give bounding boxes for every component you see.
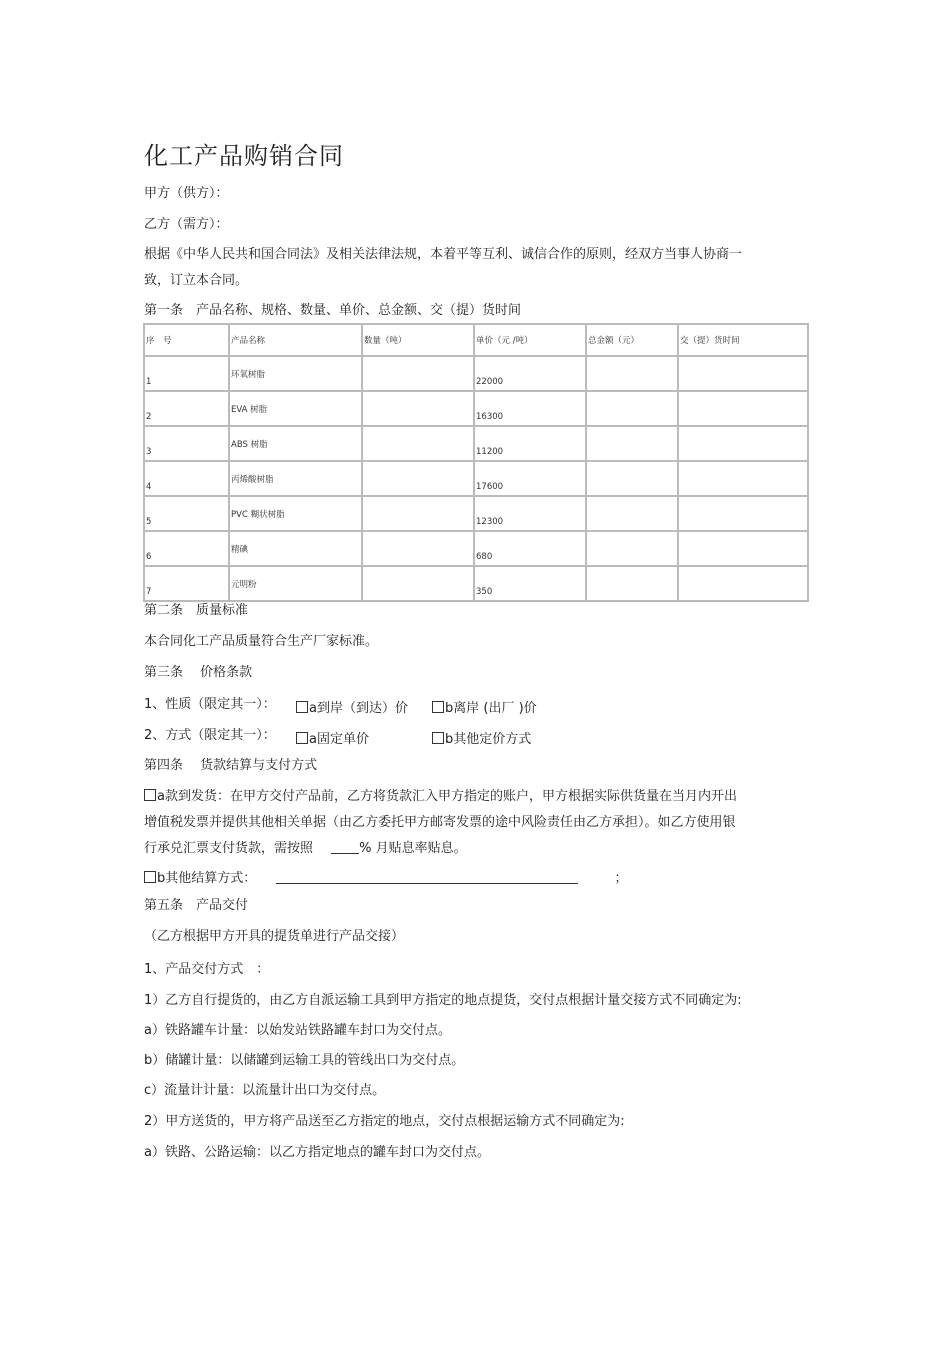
total-cell[interactable] (586, 461, 678, 496)
delivery-time-cell[interactable] (678, 461, 808, 496)
delivery-time-cell[interactable] (678, 356, 808, 391)
article-1-heading: 第一条 产品名称、规格、数量、单价、总金额、交（提）货时间 (144, 303, 522, 318)
price-mode-option-b[interactable] (432, 728, 531, 747)
header-cell: 序 号 (144, 324, 229, 356)
delivery-time-cell[interactable] (678, 426, 808, 461)
row-number: 7 (144, 566, 229, 601)
quantity-cell[interactable] (362, 356, 474, 391)
total-cell[interactable] (586, 531, 678, 566)
header-cell: 产品名称 (229, 324, 362, 356)
quantity-cell[interactable] (362, 566, 474, 601)
delivery-time-cell[interactable] (678, 566, 808, 601)
checkbox-icon[interactable] (432, 732, 444, 744)
price-nature-label: 1、性质（限定其一）： (144, 697, 276, 712)
option-label: a到岸（到达）价 (309, 701, 408, 716)
header-cell: 交（提）货时间 (678, 324, 808, 356)
price-nature-option-b[interactable] (432, 697, 537, 716)
article-2-heading: 第二条 质量标准 (144, 603, 249, 618)
payment-option-a (144, 784, 748, 862)
table-row (144, 461, 808, 496)
payment-a-tail: % 月贴息率贴息。 (359, 841, 467, 856)
unit-price: 680 (474, 531, 586, 566)
unit-price: 350 (474, 566, 586, 601)
self-pickup-b: b）储罐计量：以储罐到运输工具的管线出口为交付点。 (144, 1053, 465, 1068)
quality-standard-text: 本合同化工产品质量符合生产厂家标准。 (144, 634, 379, 649)
delivery-mode-heading: 1、产品交付方式 ： (144, 962, 270, 977)
party-a-label: 甲方（供方）： (144, 186, 229, 201)
row-number: 6 (144, 531, 229, 566)
checkbox-icon[interactable] (296, 701, 308, 713)
checkbox-icon[interactable] (144, 789, 156, 801)
checkbox-icon[interactable] (144, 871, 156, 883)
article-5-note: （乙方根据甲方开具的提货单进行产品交接） (144, 929, 405, 944)
product-table (143, 323, 809, 602)
quantity-cell[interactable] (362, 531, 474, 566)
row-number: 1 (144, 356, 229, 391)
checkbox-icon[interactable] (432, 701, 444, 713)
table-row (144, 391, 808, 426)
unit-price: 11200 (474, 426, 586, 461)
table-header-row (144, 324, 808, 356)
header-cell: 单价（元 /吨） (474, 324, 586, 356)
payment-b-end: ； (614, 871, 628, 886)
checkbox-icon[interactable] (296, 732, 308, 744)
document-title: 化工产品购销合同 (144, 142, 344, 170)
self-pickup-text: 1）乙方自行提货的，由乙方自派运输工具到甲方指定的地点提货，交付点根据计量交接方式不同确定为: (144, 993, 742, 1008)
article-4-heading: 第四条 货款结算与支付方式 (144, 758, 318, 773)
price-mode-option-a[interactable] (296, 728, 369, 747)
article-3-heading: 第三条 价格条款 (144, 665, 253, 680)
total-cell[interactable] (586, 496, 678, 531)
other-settlement-blank[interactable] (276, 871, 578, 884)
row-number: 2 (144, 391, 229, 426)
self-pickup-a: a）铁路罐车计量：以始发站铁路罐车封口为交付点。 (144, 1023, 451, 1038)
delivery-time-cell[interactable] (678, 391, 808, 426)
price-nature-option-a[interactable] (296, 697, 408, 716)
payment-option-b (144, 871, 628, 887)
row-number: 3 (144, 426, 229, 461)
product-name: 丙烯酸树脂 (229, 461, 362, 496)
unit-price: 17600 (474, 461, 586, 496)
option-label: b离岸 (出厂 )价 (445, 701, 537, 716)
delivery-time-cell[interactable] (678, 496, 808, 531)
seller-delivery-a: a）铁路、公路运输：以乙方指定地点的罐车封口为交付点。 (144, 1145, 490, 1160)
table-row (144, 356, 808, 391)
product-name: ABS 树脂 (229, 426, 362, 461)
unit-price: 22000 (474, 356, 586, 391)
option-label: a固定单价 (309, 732, 369, 747)
product-name: PVC 糊状树脂 (229, 496, 362, 531)
unit-price: 16300 (474, 391, 586, 426)
option-label: b其他定价方式 (445, 732, 532, 747)
party-b-label: 乙方（需方）： (144, 217, 229, 232)
payment-b-label: b其他结算方式： (157, 871, 257, 886)
table-row (144, 426, 808, 461)
total-cell[interactable] (586, 566, 678, 601)
table-row (144, 531, 808, 566)
product-name: 元明粉 (229, 566, 362, 601)
article-5-heading: 第五条 产品交付 (144, 898, 249, 913)
product-name: 精碘 (229, 531, 362, 566)
seller-delivery-text: 2）甲方送货的，甲方将产品送至乙方指定的地点，交付点根据运输方式不同确定为: (144, 1114, 625, 1129)
payment-a-text: a款到发货：在甲方交付产品前，乙方将货款汇入甲方指定的账户，甲方根据实际供货量在当月内开出增值税发票并提供其他相关单据（由乙方委托甲方邮寄发票的途中风险责任由乙方承担）。如乙方使用银行承兑汇票支付货款，需按照 (144, 789, 737, 856)
quantity-cell[interactable] (362, 391, 474, 426)
table-row (144, 496, 808, 531)
total-cell[interactable] (586, 356, 678, 391)
header-cell: 总金额（元） (586, 324, 678, 356)
row-number: 5 (144, 496, 229, 531)
delivery-time-cell[interactable] (678, 531, 808, 566)
self-pickup-c: c）流量计计量：以流量计出口为交付点。 (144, 1083, 386, 1098)
product-name: EVA 树脂 (229, 391, 362, 426)
discount-rate-blank[interactable] (331, 841, 359, 854)
product-name: 环氧树脂 (229, 356, 362, 391)
intro-paragraph: 根据《中华人民共和国合同法》及相关法律法规，本着平等互利、诚信合作的原则，经双方当事人协商一致，订立本合同。 (144, 247, 743, 288)
total-cell[interactable] (586, 426, 678, 461)
header-cell: 数量（吨） (362, 324, 474, 356)
row-number: 4 (144, 461, 229, 496)
quantity-cell[interactable] (362, 426, 474, 461)
price-mode-label: 2、方式（限定其一）： (144, 728, 276, 743)
table-row (144, 566, 808, 601)
total-cell[interactable] (586, 391, 678, 426)
quantity-cell[interactable] (362, 461, 474, 496)
quantity-cell[interactable] (362, 496, 474, 531)
unit-price: 12300 (474, 496, 586, 531)
